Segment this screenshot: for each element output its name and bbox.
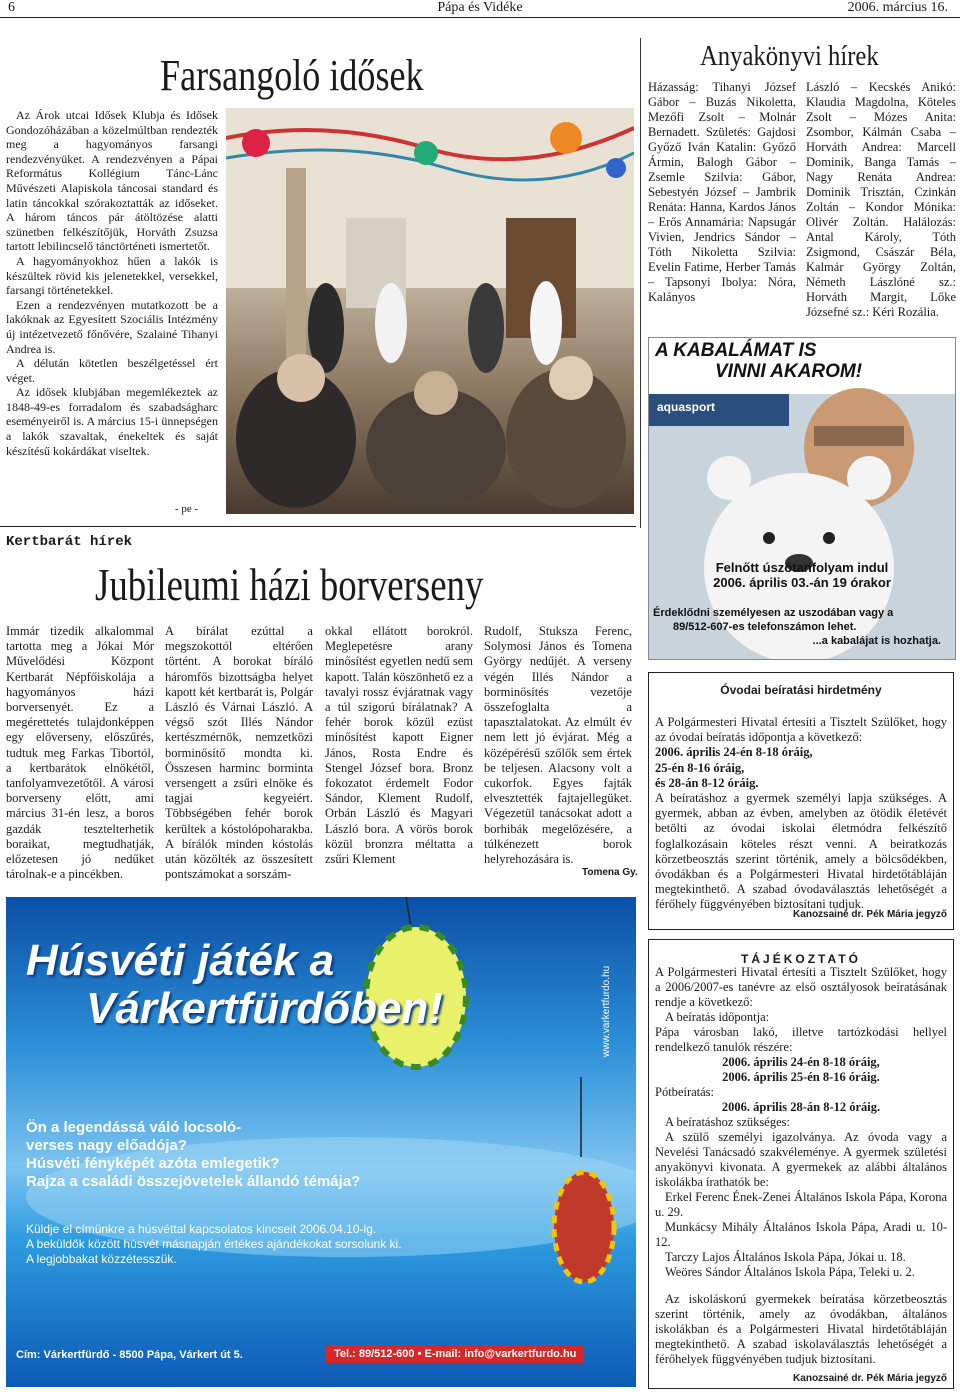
wine-contest-headline: Jubileumi házi borverseny xyxy=(95,559,484,610)
kindergarten-notice xyxy=(648,672,954,930)
school-4: Weöres Sándor Általános Iskola Pápa, Teleki u. 2. xyxy=(665,1265,915,1279)
easter-questions xyxy=(26,1119,526,1191)
makeup-label: Pótbeíratás: xyxy=(655,1085,715,1099)
question-line-4: Rajza a családi összejövetelek állandó témája? xyxy=(26,1173,361,1190)
section-rule xyxy=(0,526,636,527)
registry-column-2: László – Kecskés Anikó: Klaudia Magdolna, Köteles Zsolt – Mózes Anita: Zsombor, Kálmán Csaba – Horváth Andrea: Marcell Dominik, Banga Tamás – Nagy Renáta Andrea: Dominik Trisztán, Czinkán Zoltán – Kondor Mónika: Olivér Zoltán. Halálozás: Antal Károly, Tóth Zsigmond, Császár Béla, Kalmár György Zoltán, Németh Lászlóné sz.: Horváth Margit, Lőke Józsefné sz.: Kéri Rozália. xyxy=(806,80,956,319)
instruction-line-1: Küldje el címünkre a húsvéttal kapcsolatos kincseit 2006.04.10-ig. xyxy=(26,1222,377,1236)
course-announcement xyxy=(655,560,949,590)
question-line-3: Húsvéti fényképét azóta emlegetik? xyxy=(26,1155,280,1172)
footer-address: Cím: Várkertfürdő - 8500 Pápa, Várkert út 5. xyxy=(16,1349,243,1361)
farsang-paragraph: A délután kötetlen beszélgetéssel ért véget. xyxy=(6,356,218,385)
easter-game-ad xyxy=(6,897,636,1387)
school-enrollment-notice xyxy=(648,939,954,1389)
enrollment-intro: A Polgármesteri Hivatal értesíti a Tisztelt Szülőket, hogy a 2006/2007-es tanévre az első osztályosok beíratásának rendje a következő: xyxy=(655,965,947,1009)
registry-headline: Anyakönyvi hírek xyxy=(700,40,879,72)
swim-course-ad xyxy=(648,337,956,660)
farsang-paragraph: Az idősek klubjában megemlékeztek az 1848-49-es forradalom és szabadságharc eseményeiről is. A március 15-i ünnepségen a lakók szavaltak, énekeltek és saját készítésű kokárdákat viseltek. xyxy=(6,385,218,458)
wine-article-signature: Tomena Gy. xyxy=(582,867,638,878)
school-1: Erkel Ferenc Ének-Zenei Általános Iskola Pápa, Korona u. 29. xyxy=(655,1190,947,1219)
farsang-headline: Farsangoló idősek xyxy=(160,51,424,100)
farsang-paragraph: Az Árok utcai Idősek Klubja és Idősek Gondozóházában a közelmúltban rendezték meg a hagyományos farsangi rendezvényüket. A rendezvényen a Pápai Református Kollégium Tánc-Lánc Művészeti Alapiskola táncosai standard és latin táncokkal szórakoztatták az időseket. A három táncos pár átöltözése alatti szünetben felkészítőjük, Horváth Zsuzsa tartott lebilincselő tánctörténeti ismertetőt. xyxy=(6,108,218,254)
school-3: Tarczy Lajos Általános Iskola Pápa, Jókai u. 18. xyxy=(665,1250,906,1264)
notice-text: A beíratáshoz a gyermek személyi lapja szükséges. A gyermek, abban az évben, amelyben az ötödik életévét betölti az óvodai iskolai életmódra felkészítő foglalkozásain köteles részt venni. A beiratkozás körzetbeosztás szerint történik, amely a bölcsődékben, óvodákban és a Polgármesteri Hivatal hirdetőtábláján megtekinthető. A szabad óvodaválasztás lehetőségét a férőhely függvényében biztosítani tudjuk. xyxy=(655,791,947,912)
farsang-signature: - pe - xyxy=(175,503,199,515)
aquasport-logo: aquasport xyxy=(657,400,716,414)
wine-article-column-4: Rudolf, Stuksza Ferenc, Solymosi János és Tomena György nedűjét. A verseny végén Illés Nándor a borminősítés vezetője összefoglalta a tapasztalatokat. Az elmúlt év nem lett jó évjárat. Még a középérésű szőlők sem értek be teljesen. Alacsony volt a cukorfok. Egyes fajták elvesztették fajtajellegüket. Végezetül tanácsokat adott a borhibák megelőzésére, a túlkénezett borok helyrehozására is. xyxy=(484,624,632,867)
footer-contact: Tel.: 89/512-600 • E-mail: info@varkertfurdo.hu xyxy=(326,1345,584,1363)
contact-line-3: ...a kabalájat is hozhatja. xyxy=(812,635,941,647)
contact-info xyxy=(653,606,951,648)
easter-ad-footer xyxy=(16,1341,626,1369)
ad-headline-line-1: A KABALÁMAT IS xyxy=(655,340,817,361)
enrollment-time-label: A beíratás időpontja: xyxy=(665,1010,770,1024)
easter-title-line-1: Húsvéti játék a xyxy=(26,936,335,985)
wine-article-column-2: A bírálat ezúttal a megszokottól eltérően történt. A borokat bíráló háromfős bizottságba helyet kapott két kertbarát is, Polgár László és Várnai László. A végső szót Illés Nándor kertészmérnök, nemzetközi borminősítő mondta ki. Összesen harminc bormintа versengett a zsűri elnöke és tagjai kegyeiért. Többségében fehér borok kerültek a kóstolópoharakba. A bírálók minden kóstolás után közölték az összesített pontszámokat a sorszám- xyxy=(165,624,313,882)
contact-line-2: 89/512-607-es telefonszámon lehet. xyxy=(673,621,857,633)
issue-date: 2006. március 16. xyxy=(847,0,948,15)
enrollment-date-1: 2006. április 24-én 8-18 óráig, xyxy=(722,1055,880,1069)
school-2: Munkácsy Mihály Általános Iskola Pápa, Aradi u. 10-12. xyxy=(655,1220,947,1249)
notice-date-2: 25-én 8-16 óráig, xyxy=(655,760,745,775)
ad-headline xyxy=(655,340,949,382)
farsang-photo xyxy=(226,108,634,514)
enrollment-outro: Az iskoláskorú gyermekek beíratása körzetbeosztás szerint történik, amely az óvodákban, általános iskolákban és a Polgármesteri Hivatal hirdetőtábláján megtekinthető. A szabad iskolaválasztás lehetőségét a férőhelyek függvényében tudjuk biztosítani. xyxy=(655,1292,947,1366)
wine-article-column-1: Immár tizedik alkalommal tartotta meg a Jókai Mór Művelődési Központ Kertbarát Népfőiskolája a hagyományos házi borversenyét. Ez a megérettetés tulajdonképpen egy előverseny, előszűrés, tudtuk meg Farkas Tibortól, a kertbarátok elnökétől, tanfolyamvezetőtől. A városi borverseny előtt, ami március 31-én lesz, a boros gazdák tesztelterhetik boraikat, megtudhatják, előzetesen jó nedűket tárolnak-e a pincékben. xyxy=(6,624,154,882)
farsang-paragraph: A hagyományokhoz hűen a lakók is készültek rövid kis jelenetekkel, versekkel, farsangi történetekkel. xyxy=(6,253,218,298)
ad-headline-line-2: VINNI AKAROM! xyxy=(715,361,863,382)
registry-column-1: Házasság: Tihanyi József Gábor – Buzás Nikoletta, Mezőfi Zsolt – Molnár Bernadett. Születés: Gajdosi Győző Iván Katalin: Győző Ármin, Balogh Gábor – Zsemle Szilvia: Gábor, Sebestyén József – Jambrik Renáta: Hanna, Kardos János – Erős Annamária: Napsugár Vivien, Jendrics Sándor – Tóth Nikoletta Szilvia: Evelin Fatime, Herber Tamás – Tapsonyi Ibolya: Nóra, Kalányos xyxy=(648,80,796,304)
kindergarten-notice-title: Óvodai beíratási hirdetmény xyxy=(720,683,882,697)
column-divider xyxy=(640,38,641,528)
notice-signature: Kanozsainé dr. Pék Mária jegyző xyxy=(793,909,947,920)
instruction-line-3: A legjobbakat közzétesszük. xyxy=(26,1252,177,1266)
requirements-text: A szülő személyi igazolványa. Az óvoda vagy a Nevelési Tanácsadó szakvéleménye. A gyermek születési anyakönyvi kivonata. A gyermekek az alábbi általános iskolákba írathatók be: xyxy=(655,1130,947,1189)
course-line-2: 2006. április 03.-án 19 órakor xyxy=(713,575,891,590)
easter-instructions xyxy=(26,1222,526,1267)
dancers-photo-illustration xyxy=(226,108,634,514)
makeup-date: 2006. április 28-án 8-12 óráig. xyxy=(721,1100,881,1114)
contact-line-1: Érdeklődni személyesen az uszodában vagy a xyxy=(653,607,894,619)
notice-date-1: 2006. április 24-én 8-18 óráig, xyxy=(655,745,813,760)
wine-article-column-3: okkal ellátott borokról. Meglepetésre arany minősítést egyetlen nedű sem kapott. Talán köszönhető ez a tavalyi rossz évjáratnak vagy a túl szigorú bírálatnak? A fehér borok közül ezüst minősítést kapott Eigner János, Rosta Endre és Stengel József bora. Bronz fokozatot érdemelt Fodor Sándor, Klement Rudolf, Orbán László és Magyari László bora. A vörös borok közül bronzra méltatta a zsűri Klement xyxy=(325,624,473,867)
instruction-line-2: A beküldők között húsvét másnapján értékes ajándékokat sorsolunk ki. xyxy=(26,1237,402,1251)
requirements-label: A beíratáshoz szükséges: xyxy=(665,1115,790,1129)
enrollment-signature: Kanozsainé dr. Pék Mária jegyző xyxy=(793,1373,947,1384)
section-label: Kertbarát hírek xyxy=(6,534,133,550)
publication-name: Pápa és Vidéke xyxy=(437,0,523,15)
farsang-paragraph: Ezen a rendezvényen mutatkozott be a lakóknak az Egyesített Szociális Intézmény új intézetvezető főnővére, Szalainé Tihanyi Andrea is. xyxy=(6,297,218,356)
enrollment-notice-title: TÁJÉKOZTATÓ xyxy=(741,952,861,966)
question-line-2: verses nagy előadója? xyxy=(26,1137,187,1154)
enrollment-date-2: 2006. április 25-én 8-16 óráig. xyxy=(722,1070,880,1084)
page-number: 6 xyxy=(8,0,15,15)
enrollment-notice-body xyxy=(655,965,947,1367)
easter-ad-title xyxy=(26,937,443,1033)
course-line-1: Felnőtt úszótanfolyam indul xyxy=(715,560,889,575)
enrollment-residents: Pápa városban lakó, illetve tartózkodási hellyel rendelkező tanulók részére: xyxy=(655,1025,947,1054)
website-url: www.varkertfurdo.hu xyxy=(601,965,612,1057)
easter-title-line-2: Várkertfürdőben! xyxy=(86,984,443,1033)
notice-intro: A Polgármesteri Hivatal értesíti a Tisztelt Szülőket, hogy az óvodai beíratás időpontja a következő: xyxy=(655,715,947,745)
header-rule xyxy=(0,17,960,18)
notice-date-3: és 28-án 8-12 óráig. xyxy=(655,775,759,790)
question-line-1: Ön a legendássá váló locsoló- xyxy=(26,1119,242,1136)
farsang-article xyxy=(6,108,218,458)
kindergarten-notice-body xyxy=(655,715,947,913)
